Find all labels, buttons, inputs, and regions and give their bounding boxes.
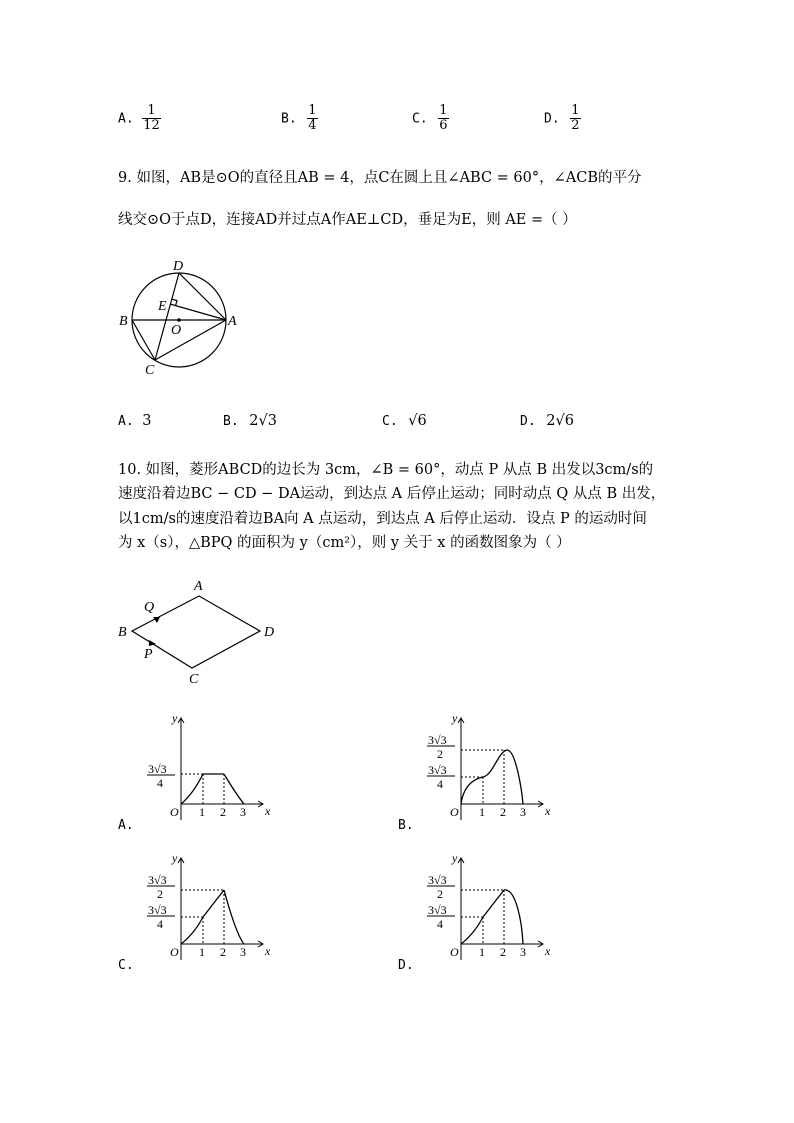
svg-text:3√3: 3√3 xyxy=(428,763,447,777)
svg-text:y: y xyxy=(452,852,458,865)
q9-circle-figure xyxy=(110,252,260,382)
svg-text:y: y xyxy=(172,712,178,725)
svg-text:2: 2 xyxy=(500,945,506,959)
svg-text:3√3: 3√3 xyxy=(428,733,447,747)
q8-option-c[interactable]: C. $\frac{1}{6}$ xyxy=(412,103,448,133)
q9-option-c[interactable]: C. √6 xyxy=(382,413,427,429)
q9-stem-line-2: 线交⊙O于点D，连接AD并过点A作AE⊥CD，垂足为E，则 AE =（ ） xyxy=(118,212,577,228)
svg-text:3: 3 xyxy=(520,805,526,819)
svg-text:2: 2 xyxy=(437,747,443,761)
svg-text:3: 3 xyxy=(520,945,526,959)
svg-text:2: 2 xyxy=(437,887,443,901)
graph-d xyxy=(398,852,558,977)
svg-text:4: 4 xyxy=(157,917,163,931)
q10-option-b[interactable]: y x O 1 2 3 3√3 2 3√3 4 B. xyxy=(398,712,558,841)
q9-option-a[interactable]: A. 3 xyxy=(118,413,152,429)
q10-stem-line-2: 速度沿着边BC − CD − DA运动，到达点 A 后停止运动；同时动点 Q 从点 B 出发， xyxy=(118,486,666,502)
svg-text:3√3: 3√3 xyxy=(148,873,167,887)
label-b: B xyxy=(118,625,127,640)
label-a: A xyxy=(228,314,237,329)
svg-text:3: 3 xyxy=(240,945,246,959)
graph-a xyxy=(118,712,278,837)
svg-text:1: 1 xyxy=(479,945,485,959)
svg-text:2: 2 xyxy=(157,887,163,901)
label-e: E xyxy=(158,299,167,314)
graph-c xyxy=(118,852,278,977)
svg-text:O: O xyxy=(450,805,459,819)
svg-text:4: 4 xyxy=(437,777,443,791)
q10-stem-line-3: 以1cm/s的速度沿着边BA向 A 点运动，到达点 A 后停止运动．设点 P 的运动时间 xyxy=(118,511,647,527)
svg-text:1: 1 xyxy=(479,805,485,819)
svg-text:3√3: 3√3 xyxy=(148,903,167,917)
svg-text:y: y xyxy=(452,712,458,725)
svg-text:2: 2 xyxy=(500,805,506,819)
segment-bc xyxy=(132,320,155,360)
q9-option-b[interactable]: B. 2√3 xyxy=(223,413,277,429)
svg-text:3√3: 3√3 xyxy=(428,873,447,887)
svg-text:2: 2 xyxy=(220,805,226,819)
svg-text:x: x xyxy=(545,944,551,958)
q9-option-d[interactable]: D. 2√6 xyxy=(520,413,574,429)
svg-text:O: O xyxy=(450,945,459,959)
q10-stem-line-1: 10. 如图，菱形ABCD的边长为 3cm，∠B = 60°，动点 P 从点 B 出发以3cm/s的 xyxy=(118,462,654,478)
q10-stem-line-4: 为 x（s），△BPQ 的面积为 y（cm²），则 y 关于 x 的函数图象为（ ） xyxy=(118,535,571,551)
label-c: C xyxy=(189,672,199,687)
q8-option-d[interactable]: D. $\frac{1}{2}$ xyxy=(544,103,580,133)
q10-option-d[interactable]: y x O 1 2 3 3√3 2 3√3 4 D. xyxy=(398,852,558,981)
center-point xyxy=(177,318,181,322)
svg-text:4: 4 xyxy=(157,776,163,790)
svg-text:3√3: 3√3 xyxy=(148,762,167,776)
svg-text:x: x xyxy=(265,804,271,818)
q9-stem-line-1: 9. 如图，AB是⊙O的直径且AB = 4，点C在圆上且∠ABC = 60°，∠ACB的平分 xyxy=(118,170,642,186)
q10-rhombus-figure xyxy=(110,576,290,688)
label-b: B xyxy=(119,314,128,329)
label-o: O xyxy=(171,323,182,338)
segment-ca xyxy=(155,320,226,360)
svg-text:O: O xyxy=(170,805,179,819)
svg-text:3√3: 3√3 xyxy=(428,903,447,917)
graph-b xyxy=(398,712,558,837)
svg-text:y: y xyxy=(172,852,178,865)
label-c: C xyxy=(145,363,155,378)
svg-text:1: 1 xyxy=(199,805,205,819)
q8-option-a[interactable]: A. $\frac{1}{12}$ xyxy=(118,103,160,133)
label-d: D xyxy=(264,625,275,640)
svg-text:x: x xyxy=(545,804,551,818)
svg-text:2: 2 xyxy=(220,945,226,959)
q10-option-a[interactable]: y x O 1 2 3 3√3 4 A. xyxy=(118,712,278,841)
svg-text:O: O xyxy=(170,945,179,959)
svg-text:x: x xyxy=(265,944,271,958)
svg-text:4: 4 xyxy=(437,917,443,931)
label-a: A xyxy=(194,579,203,594)
label-q: Q xyxy=(144,600,155,615)
svg-text:1: 1 xyxy=(199,945,205,959)
svg-text:3: 3 xyxy=(240,805,246,819)
segment-cd xyxy=(155,273,182,360)
q10-option-c[interactable]: y x O 1 2 3 3√3 2 3√3 4 C. xyxy=(118,852,278,981)
label-p: P xyxy=(144,647,153,662)
label-d: D xyxy=(173,259,184,274)
q8-option-b[interactable]: B. $\frac{1}{4}$ xyxy=(281,103,317,133)
